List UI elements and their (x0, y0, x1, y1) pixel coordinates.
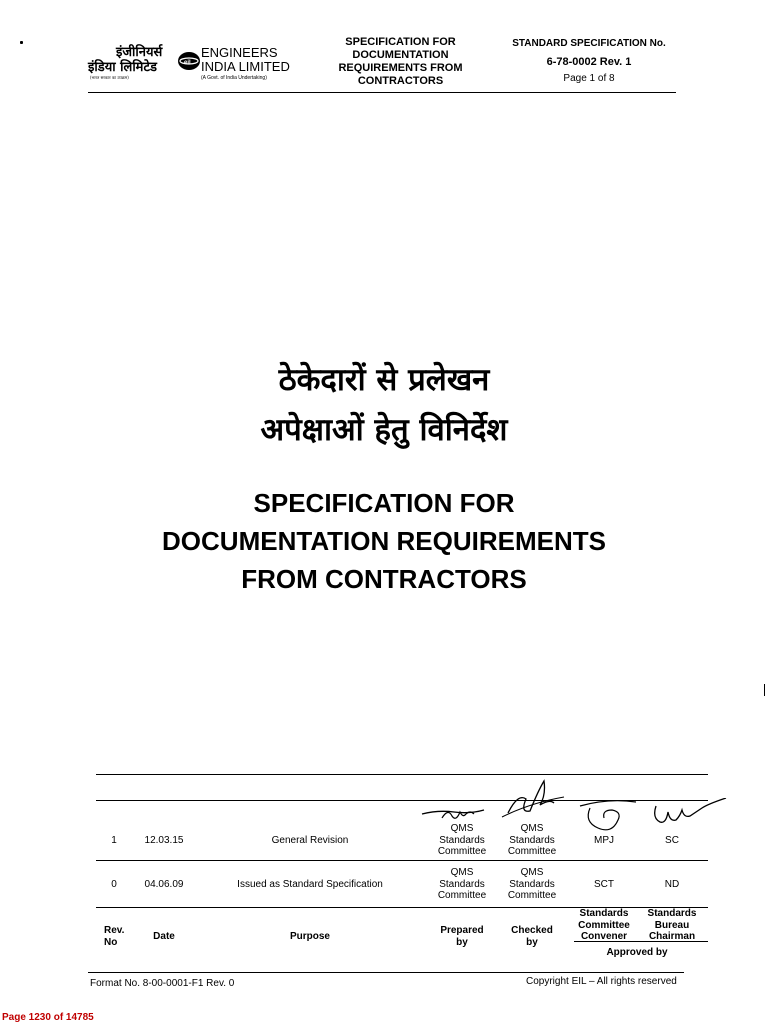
checked-line: QMS (520, 867, 544, 878)
logo-hindi-line1: इंजीनियर्स (116, 45, 163, 60)
header-checked-line: by (526, 936, 538, 948)
logo-hindi-line2: इंडिया लिमिटेड (88, 60, 157, 75)
hindi-title-line2: अपेक्षाओं हेतु विनिर्देश (260, 412, 508, 448)
format-number: Format No. 8-00-0001-F1 Rev. 0 (90, 978, 235, 989)
checked-line: Committee (507, 846, 557, 857)
copyright-notice: Copyright EIL – All rights reserved (526, 976, 677, 987)
header-convener-line: Convener (580, 931, 628, 942)
prepared-line: Standards (439, 878, 485, 890)
page-info: Page 1 of 8 (563, 73, 615, 84)
eil-logo (86, 40, 296, 82)
header-chairman-line: Chairman (648, 931, 696, 942)
signature-prepared (418, 800, 488, 822)
header-checked-line: Checked (511, 925, 553, 936)
header-chairman-line: Standards (647, 908, 697, 919)
header-prepared-line: by (456, 936, 468, 948)
checked-line: QMS (520, 823, 544, 834)
header-convener-line: Standards (579, 908, 629, 919)
header-rev-line: No (104, 936, 118, 948)
rev-checked-by (492, 823, 572, 858)
english-title-line: FROM CONTRACTORS (241, 564, 527, 594)
header-convener-line: Committee (578, 919, 630, 931)
rev-no: 0 (111, 879, 117, 890)
checked-line: Committee (507, 890, 557, 901)
rev-prepared-by (422, 823, 502, 858)
rev-no: 1 (111, 835, 117, 846)
header-rev-line: Rev. (104, 925, 125, 936)
logo-english-line2: INDIA LIMITED (201, 59, 290, 74)
rev-purpose: Issued as Standard Specification (237, 879, 383, 890)
header-spec-title (318, 36, 483, 88)
svg-text:eil: eil (184, 60, 191, 66)
header-purpose: Purpose (289, 931, 330, 942)
header-spec-info (495, 38, 683, 84)
footer-divider (88, 972, 684, 973)
prepared-line: QMS (450, 867, 474, 878)
signature-convener (578, 796, 638, 840)
rev-convener: SCT (594, 879, 614, 890)
header-title-line: DOCUMENTATION (352, 49, 449, 61)
hindi-title-line1: ठेकेदारों से प्रलेखन (278, 362, 490, 398)
rev-purpose: General Revision (271, 835, 349, 846)
rev-chairman: SC (665, 835, 679, 846)
prepared-line: Standards (439, 834, 485, 846)
checked-line: Standards (509, 834, 555, 846)
english-title-line: SPECIFICATION FOR (253, 488, 515, 518)
header-title-line: REQUIREMENTS FROM (338, 62, 463, 74)
table-rule (96, 860, 708, 861)
header-approved-by: Approved by (606, 947, 668, 958)
eil-logo-graphic (86, 40, 296, 82)
signature-chairman (650, 798, 728, 828)
english-title (0, 484, 768, 598)
spec-label: STANDARD SPECIFICATION No. (512, 38, 666, 49)
header-date: Date (153, 931, 175, 942)
logo-hindi-tagline: (भारत सरकार का उपक्रम) (90, 75, 129, 80)
rev-date: 12.03.15 (144, 835, 184, 846)
header-prepared-line: Prepared (440, 925, 484, 936)
english-title-line: DOCUMENTATION REQUIREMENTS (162, 526, 606, 556)
rev-convener: MPJ (594, 835, 614, 846)
logo-english-tagline: (A Govt. of India Undertaking) (201, 75, 267, 81)
header-divider (88, 92, 676, 93)
signature-checked (500, 777, 568, 821)
rev-chairman: ND (664, 879, 680, 890)
checked-line: Standards (509, 878, 555, 890)
rev-date: 04.06.09 (144, 879, 184, 890)
table-rule (96, 774, 708, 775)
header-convener (572, 908, 636, 943)
prepared-line: QMS (450, 823, 474, 834)
header-chairman (640, 908, 704, 943)
rev-checked-by (492, 867, 572, 902)
header-checked (492, 925, 572, 948)
rev-prepared-by (422, 867, 502, 902)
header-title-line: CONTRACTORS (357, 75, 444, 87)
header-prepared (422, 925, 502, 948)
header-title-line: SPECIFICATION FOR (345, 36, 456, 48)
prepared-line: Committee (437, 846, 487, 857)
scan-mark (764, 684, 765, 696)
spec-number: 6-78-0002 Rev. 1 (546, 56, 632, 68)
header-chairman-line: Bureau (654, 919, 690, 931)
pdf-page-counter: Page 1230 of 14785 (2, 1012, 94, 1023)
scan-speck (20, 41, 23, 44)
prepared-line: Committee (437, 890, 487, 901)
logo-english-line1: ENGINEERS (201, 45, 278, 60)
